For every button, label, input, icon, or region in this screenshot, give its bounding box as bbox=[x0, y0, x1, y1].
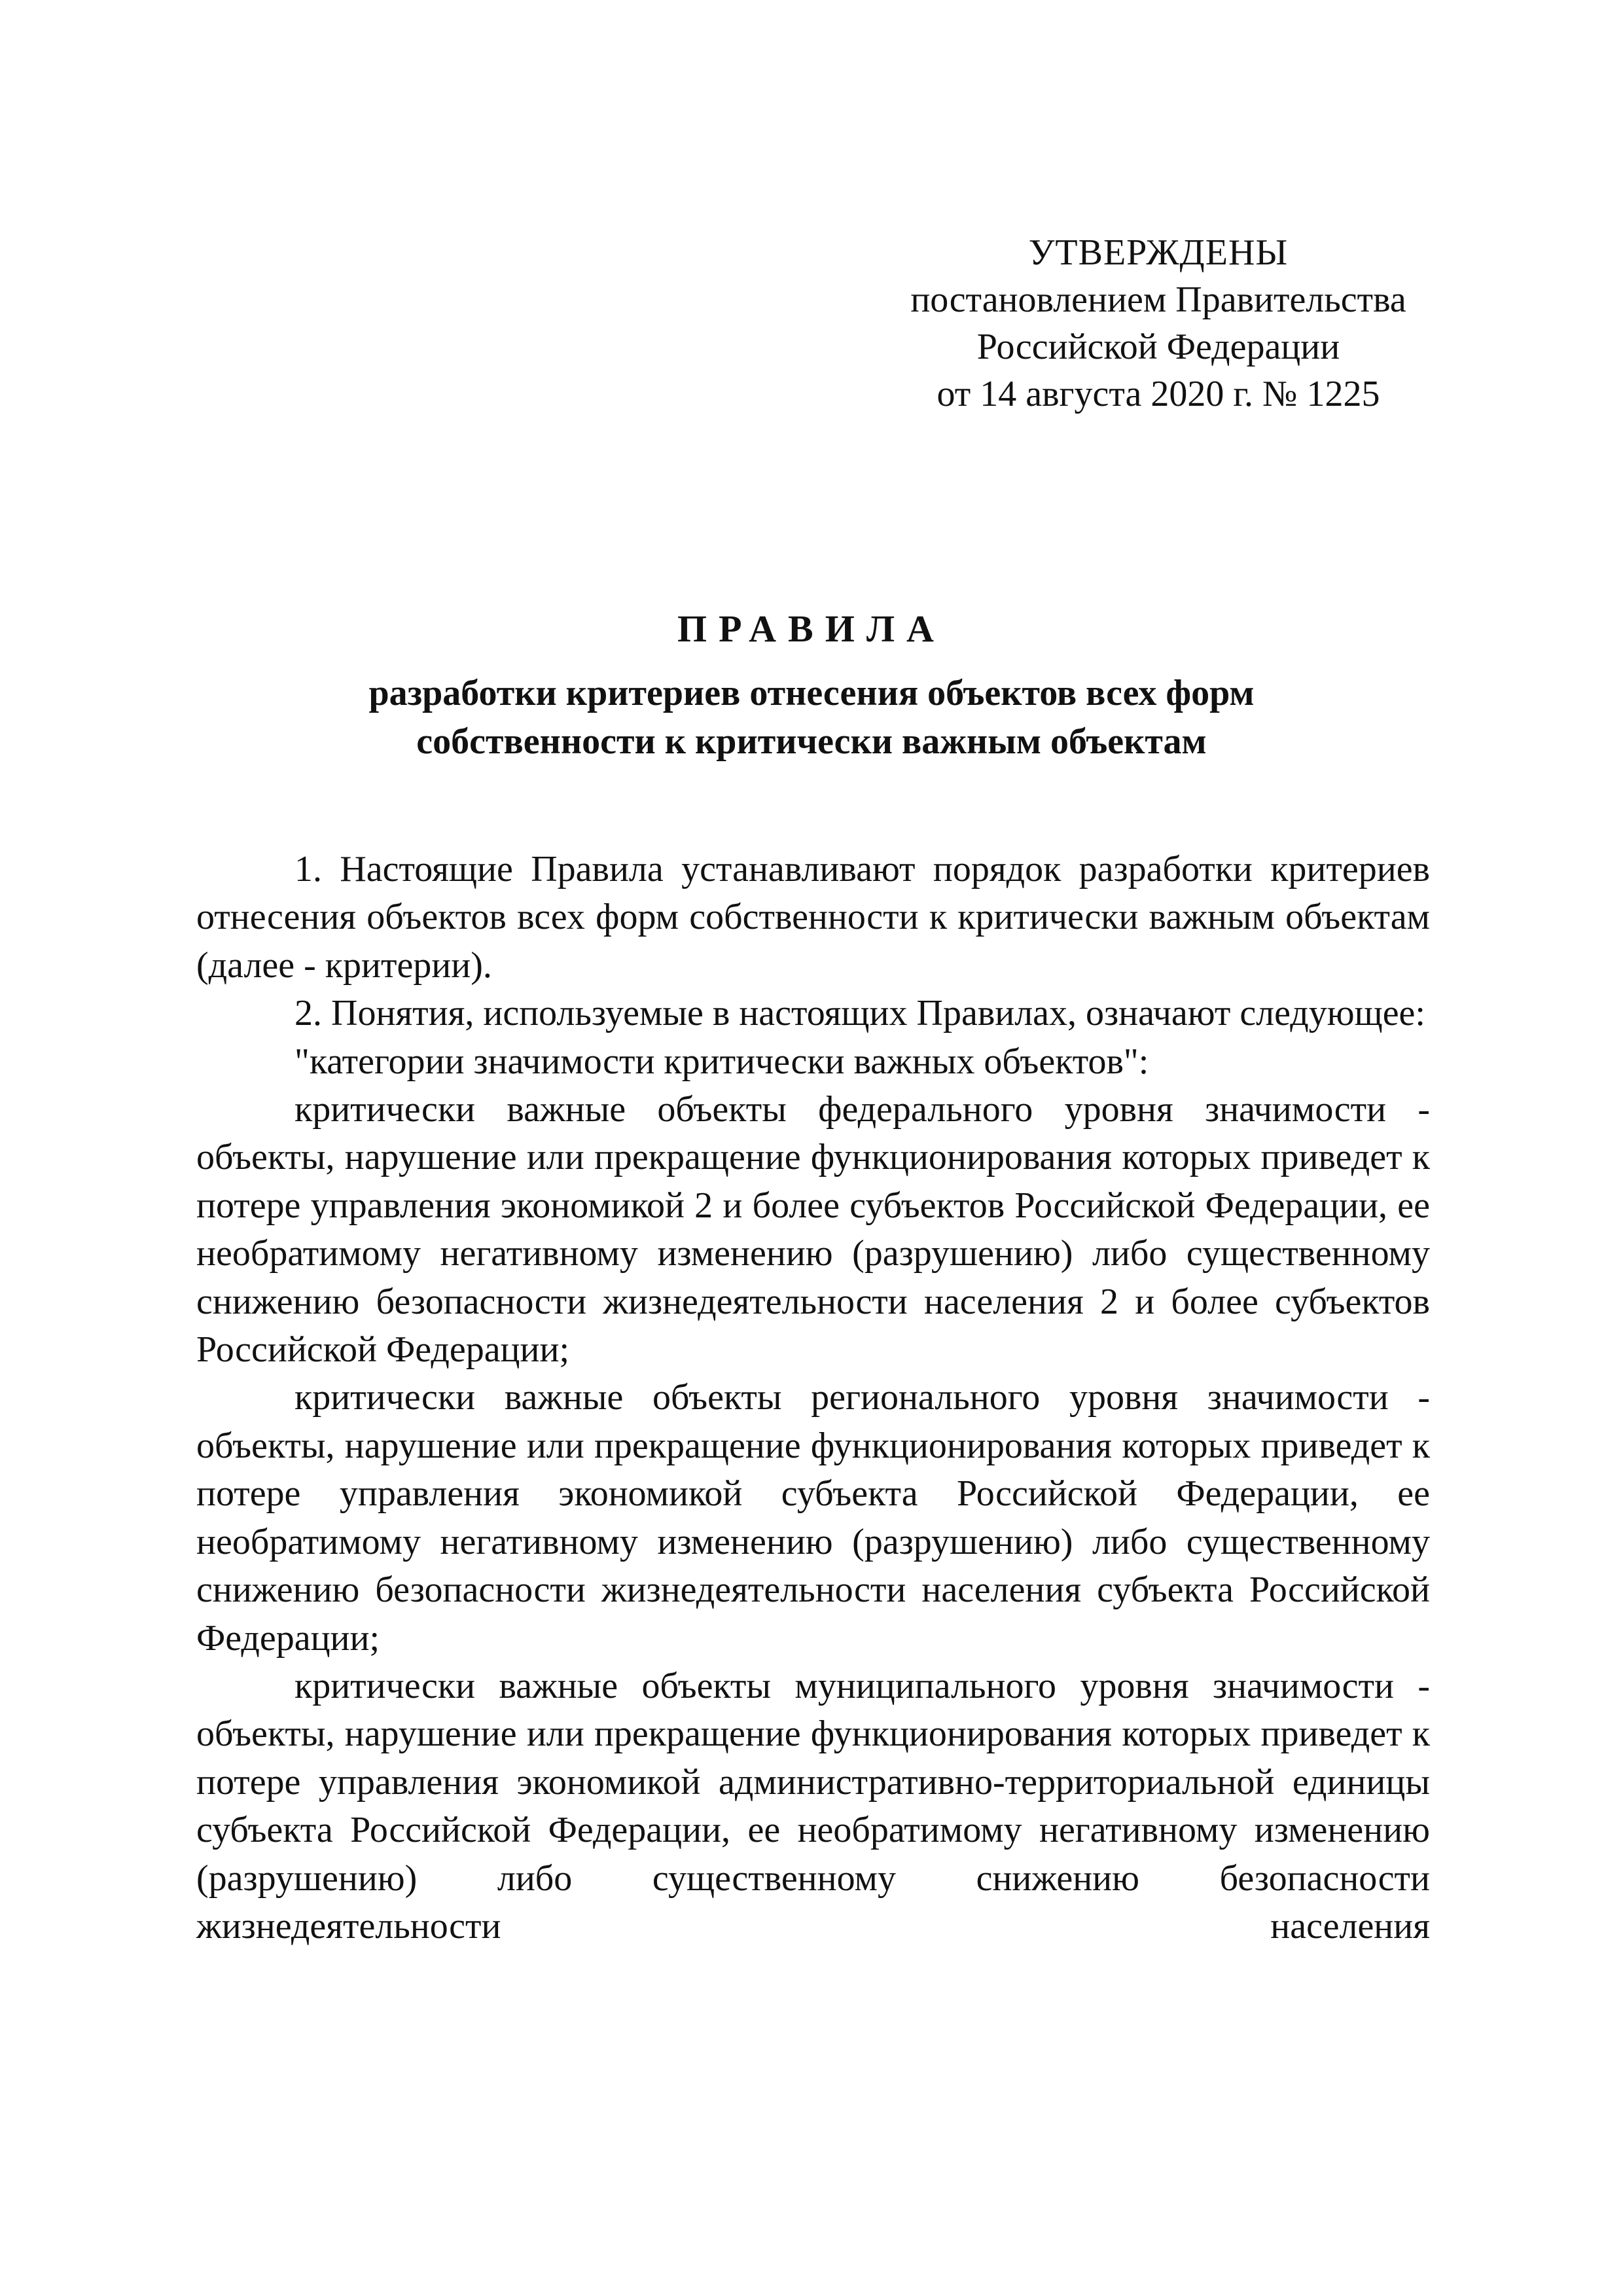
paragraph-2: 2. Понятия, используемые в настоящих Правилах, означают следующее: bbox=[294, 993, 1425, 1034]
document-title: ПРАВИЛА bbox=[677, 607, 946, 650]
paragraph-1: 1. Настоящие Правила устанавливают порядок разработки критериев отнесения объектов всех форм собственности к критически важным объектам (далее - критерии). bbox=[196, 849, 1430, 986]
approval-heading: УТВЕРЖДЕНЫ bbox=[1028, 232, 1289, 273]
approval-block bbox=[870, 229, 1446, 418]
subtitle-line-2: собственности к критически важным объектам bbox=[416, 721, 1207, 762]
paragraph-regional-level: критически важные объекты регионального уровня значимости - объекты, нарушение или прекращение функционирования которых приведет к потере управления экономикой субъекта Российской Федерации, ее необратимому негативному изменению (разрушению) либо существенному снижению безопасности жизнедеятельности населения субъекта Российской Федерации; bbox=[196, 1377, 1430, 1659]
approval-date-number: от 14 августа 2020 г. № 1225 bbox=[936, 374, 1380, 414]
paragraph-3: "категории значимости критически важных объектов": bbox=[294, 1041, 1149, 1082]
paragraph-municipal-level: критически важные объекты муниципального уровня значимости - объекты, нарушение или прекращение функционирования которых приведет к потере управления экономикой административно-территориальной единицы субъекта Российской Федерации, ее необратимому негативному изменению (разрушению) либо существенному снижению безопасности жизнедеятельности населения bbox=[196, 1665, 1430, 1946]
paragraph-federal-level: критически важные объекты федерального уровня значимости - объекты, нарушение или прекращение функционирования которых приведет к потере управления экономикой 2 и более субъектов Российской Федерации, ее необратимому негативному изменению (разрушению) либо существенному снижению безопасности жизнедеятельности населения 2 и более субъектов Российской Федерации; bbox=[196, 1089, 1430, 1371]
document-subtitle bbox=[196, 669, 1427, 766]
approval-issuer: постановлением Правительства bbox=[910, 279, 1406, 320]
document-body bbox=[196, 846, 1430, 1950]
approval-issuer-country: Российской Федерации bbox=[976, 327, 1340, 367]
subtitle-line-1: разработки критериев отнесения объектов всех форм bbox=[368, 673, 1255, 713]
